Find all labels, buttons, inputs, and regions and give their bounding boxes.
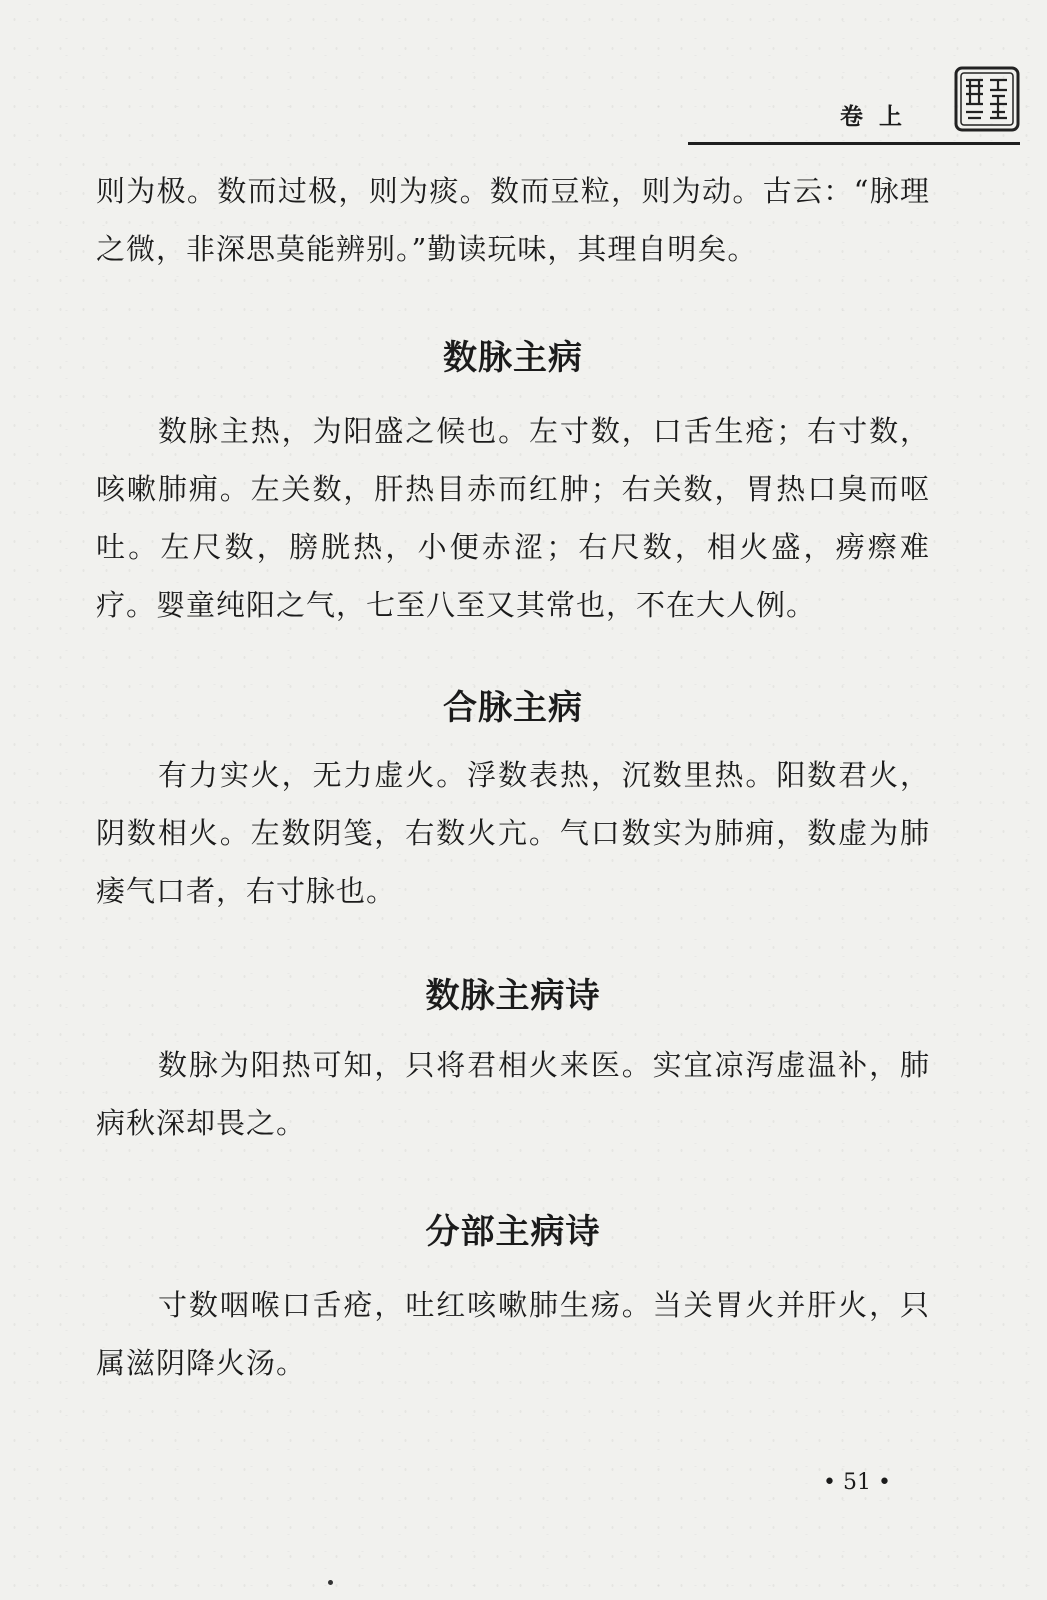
header-rule <box>688 142 1020 145</box>
section-heading: 数脉主病 <box>443 338 583 378</box>
ink-speck <box>328 1580 333 1585</box>
chapter-label: 卷上 <box>840 104 918 130</box>
page-number: • 51 • <box>823 1470 891 1495</box>
section-paragraph: 数脉为阳热可知，只将君相火来医。实宜凉泻虚温补，肺病秋深却畏之。 <box>96 1048 930 1140</box>
section-heading: 数脉主病诗 <box>425 976 601 1016</box>
section-paragraph: 有力实火，无力虚火。浮数表热，沉数里热。阳数君火，阴数相火。左数阴笺，右数火亢。气口数实为肺痈，数虚为肺痿气口者，右寸脉也。 <box>96 758 930 908</box>
seal-stamp-graphic <box>954 66 1020 132</box>
section-heading: 合脉主病 <box>443 688 583 728</box>
section-paragraph: 数脉主热，为阳盛之候也。左寸数，口舌生疮；右寸数，咳嗽肺痈。左关数，肝热目赤而红肿；右关数，胃热口臭而呕吐。左尺数，膀胱热，小便赤涩；右尺数，相火盛，痨瘵难疗。婴童纯阳之气，七至八至又其常也，不在大人例。 <box>96 414 930 622</box>
section-paragraph: 寸数咽喉口舌疮，吐红咳嗽肺生疡。当关胃火并肝火，只属滋阴降火汤。 <box>96 1288 930 1380</box>
section-heading: 分部主病诗 <box>425 1212 601 1252</box>
seal-stamp-icon <box>954 66 1020 132</box>
continuation-paragraph: 则为极。数而过极，则为痰。数而豆粒，则为动。古云：“脉理之微，非深思莫能辨别。”勤读玩味，其理自明矣。 <box>96 174 930 266</box>
